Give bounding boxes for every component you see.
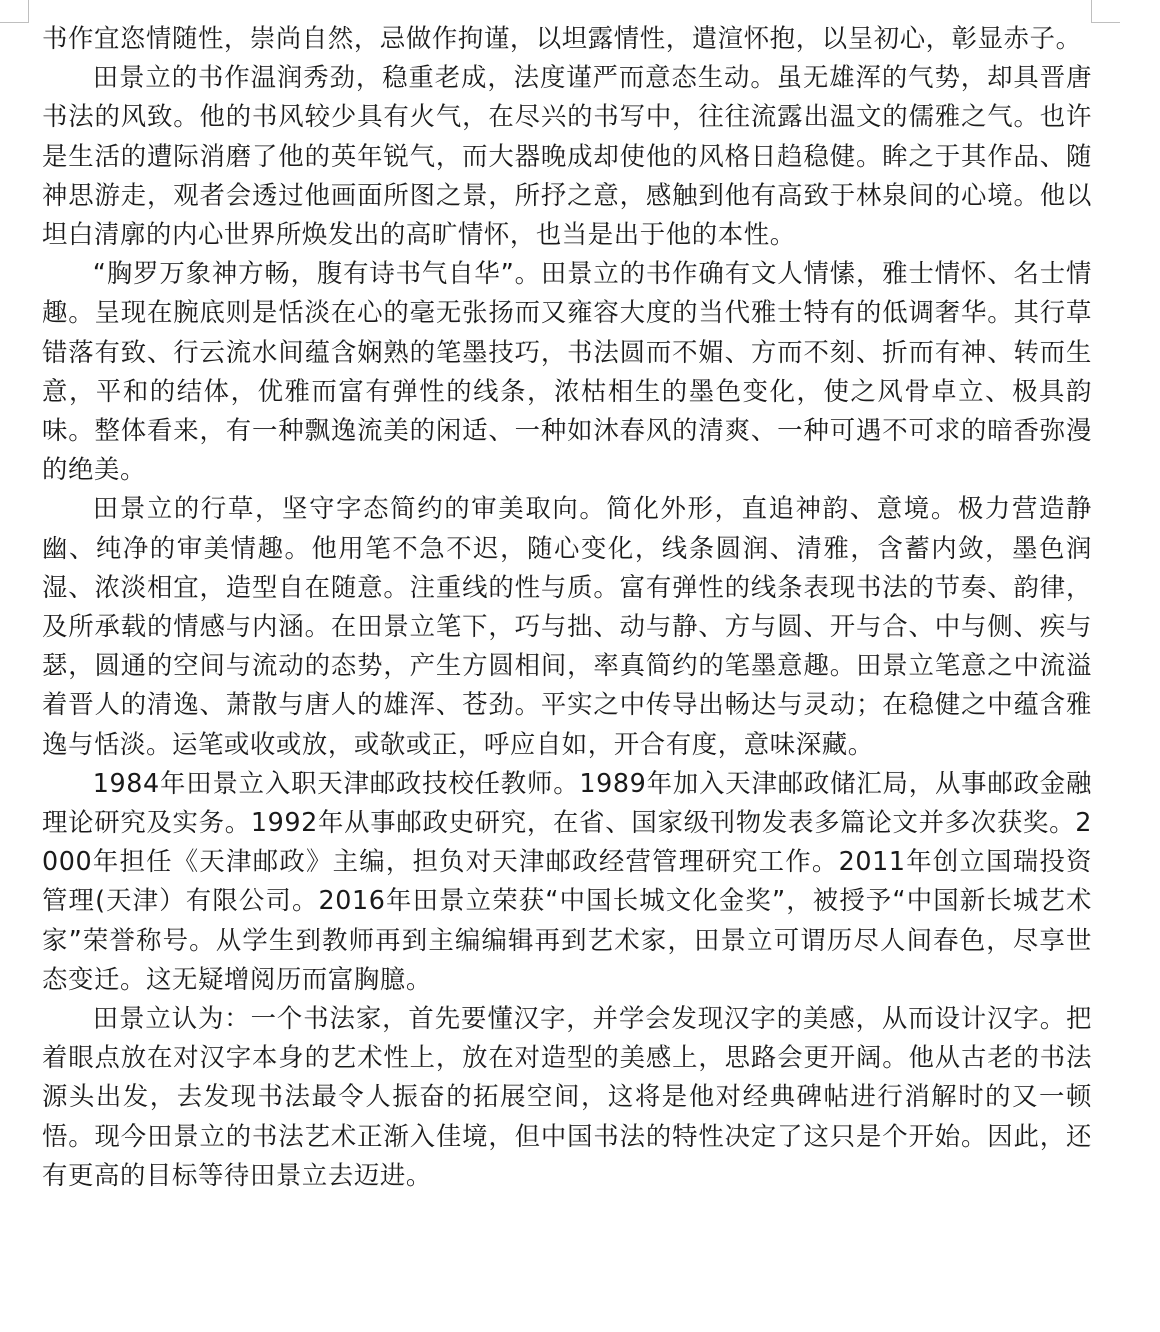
paragraph-4: 田景立的行草，坚守字态简约的审美取向。简化外形，直追神韵、意境。极力营造静幽、纯净的审美情趣。他用笔不急不迟，随心变化，线条圆润、清雅，含蓄内敛，墨色润湿、浓淡相宜，造型自在随意。注重线的性与质。富有弹性的线条表现书法的节奏、韵律，及所承载的情感与内涵。在田景立笔下，巧与拙、动与静、方与圆、开与合、中与侧、疾与瑟，圆通的空间与流动的态势，产生方圆相间，率真简约的笔墨意趣。田景立笔意之中流溢着晋人的清逸、萧散与唐人的雄浑、苍劲。平实之中传导出畅达与灵动；在稳健之中蕴含雅逸与恬淡。运笔或收或放，或欹或正，呼应自如，开合有度，意味深藏。 [42, 493, 1092, 759]
paragraph-2: 田景立的书作温润秀劲，稳重老成，法度谨严而意态生动。虽无雄浑的气势，却具晋唐书法的风致。他的书风较少具有火气，在尽兴的书写中，往往流露出温文的儒雅之气。也许是生活的遭际消磨了他的英年锐气，而大器晚成却使他的风格日趋稳健。眸之于其作品、随神思游走，观者会透过他画面所图之景，所抒之意，感触到他有高致于林泉间的心境。他以坦白清廓的内心世界所焕发出的高旷情怀，也当是出于他的本性。 [42, 62, 1092, 250]
paragraph-5: 1984年田景立入职天津邮政技校任教师。1989年加入天津邮政储汇局，从事邮政金融理论研究及实务。1992年从事邮政史研究，在省、国家级刊物发表多篇论文并多次获奖。2000年担任《天津邮政》主编，担负对天津邮政经营管理研究工作。2011年创立国瑞投资管理(天津）有限公司。2016年田景立荣获“中国长城文化金奖”，被授予“中国新长城艺术家”荣誉称号。从学生到教师再到主编编辑再到艺术家，田景立可谓历尽人间春色，尽享世态变迁。这无疑增阅历而富胸臆。 [42, 767, 1092, 994]
paragraph-1: 书作宜恣情随性，崇尚自然，忌做作拘谨，以坦露情性，遣渲怀抱，以呈初心，彰显赤子。 [42, 23, 1082, 53]
paragraph-6: 田景立认为：一个书法家，首先要懂汉字，并学会发现汉字的美感，从而设计汉字。把着眼点放在对汉字本身的艺术性上，放在对造型的美感上，思路会更开阔。他从古老的书法源头出发，去发现书法最令人振奋的拓展空间，这将是他对经典碑帖进行消解时的又一顿悟。现今田景立的书法艺术正渐入佳境，但中国书法的特性决定了这只是个开始。因此，还有更高的目标等待田景立去迈进。 [42, 1003, 1092, 1190]
page-corner-mark-right [1091, 0, 1120, 23]
page-corner-mark-left [0, 0, 29, 23]
paragraph-3: “胸罗万象神方畅，腹有诗书气自华”。田景立的书作确有文人情愫，雅士情怀、名士情趣。呈现在腕底则是恬淡在心的毫无张扬而又雍容大度的当代雅士特有的低调奢华。其行草错落有致、行云流水间蕴含娴熟的笔墨技巧，书法圆而不媚、方而不刻、折而有神、转而生意，平和的结体，优雅而富有弹性的线条，浓枯相生的墨色变化，使之风骨卓立、极具韵味。整体看来，有一种飘逸流美的闲适、一种如沐春风的清爽、一种可遇不可求的暗香弥漫的绝美。 [42, 258, 1092, 485]
document-body [42, 19, 1092, 1195]
